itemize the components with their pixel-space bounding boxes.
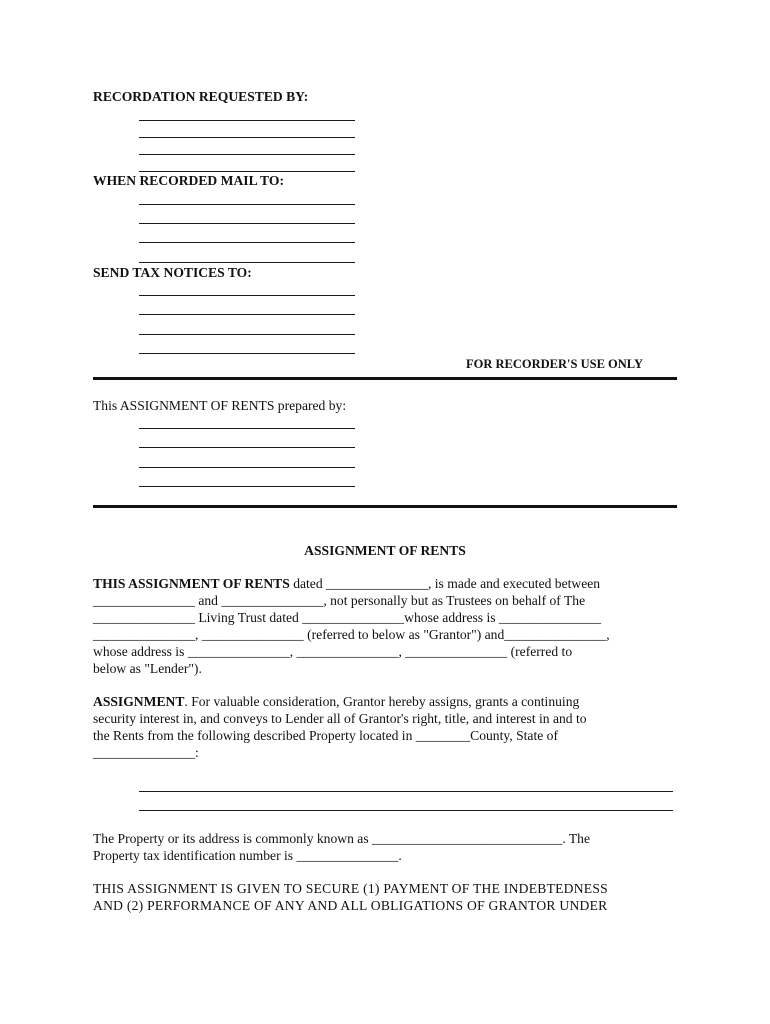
property-paragraph — [93, 830, 683, 864]
tax-notices-line-3[interactable] — [139, 334, 355, 335]
assignment-text: security interest in, and conveys to Lender all of Grantor's right, title, and interest in and to — [93, 711, 587, 726]
mail-to-line-4[interactable] — [139, 262, 355, 263]
prepared-by-line-1[interactable] — [139, 428, 355, 429]
mail-to-line-3[interactable] — [139, 242, 355, 243]
property-line: Property tax identification number is _______________. — [93, 848, 402, 863]
intro-line — [93, 626, 683, 643]
document-title: ASSIGNMENT OF RENTS — [304, 543, 466, 558]
recordation-line-2[interactable] — [139, 137, 355, 138]
intro-line — [93, 592, 683, 609]
tax-notices-line-2[interactable] — [139, 314, 355, 315]
property-description-line-1[interactable] — [139, 791, 673, 792]
send-tax-notices-to-heading: SEND TAX NOTICES TO: — [93, 265, 252, 280]
property-description-line-2[interactable] — [139, 810, 673, 811]
assignment-text: _______________: — [93, 745, 199, 760]
intro-line — [93, 643, 683, 660]
intro-text: _______________ Living Trust dated _______________whose address is _______________ — [93, 610, 601, 625]
assignment-text: . For valuable consideration, Grantor hereby assigns, grants a continuing — [184, 694, 580, 709]
tax-notices-line-1[interactable] — [139, 295, 355, 296]
secure-line: AND (2) PERFORMANCE OF ANY AND ALL OBLIGATIONS OF GRANTOR UNDER — [93, 898, 608, 913]
tax-notices-line-4[interactable] — [139, 353, 355, 354]
intro-text: _______________ and _______________, not personally but as Trustees on behalf of The — [93, 593, 586, 608]
prepared-by-line-3[interactable] — [139, 467, 355, 468]
mail-to-line-1[interactable] — [139, 204, 355, 205]
recordation-line-1[interactable] — [139, 120, 355, 121]
assignment-bold-lead: ASSIGNMENT — [93, 694, 185, 709]
intro-bold-lead: THIS ASSIGNMENT OF RENTS — [93, 576, 290, 591]
prepared-by-line-4[interactable] — [139, 486, 355, 487]
intro-text: dated _______________, is made and executed between — [289, 576, 601, 591]
intro-line — [93, 609, 683, 626]
assignment-paragraph — [93, 693, 683, 761]
assignment-line — [93, 693, 683, 710]
prepared-by-label: This ASSIGNMENT OF RENTS prepared by: — [93, 398, 347, 413]
secure-line: THIS ASSIGNMENT IS GIVEN TO SECURE (1) PAYMENT OF THE INDEBTEDNESS — [93, 881, 608, 896]
recorders-use-only-label: FOR RECORDER'S USE ONLY — [466, 357, 644, 371]
intro-text: whose address is _______________, _______________, _______________ (referred to — [93, 644, 573, 659]
recorder-divider — [93, 377, 677, 380]
recordation-requested-by-heading: RECORDATION REQUESTED BY: — [93, 89, 309, 104]
when-recorded-mail-to-heading: WHEN RECORDED MAIL TO: — [93, 173, 284, 188]
intro-paragraph — [93, 575, 683, 677]
intro-text: _______________, _______________ (referred to below as "Grantor") and_______________, — [93, 627, 610, 642]
recordation-line-3[interactable] — [139, 154, 355, 155]
prepared-by-divider — [93, 505, 677, 508]
recordation-line-4[interactable] — [139, 171, 355, 172]
mail-to-line-2[interactable] — [139, 223, 355, 224]
intro-line — [93, 575, 683, 592]
assignment-line — [93, 727, 683, 744]
intro-line — [93, 660, 683, 677]
assignment-line — [93, 710, 683, 727]
property-line: The Property or its address is commonly known as ____________________________. The — [93, 831, 591, 846]
assignment-line — [93, 744, 683, 761]
intro-text: below as "Lender"). — [93, 661, 202, 676]
secure-paragraph — [93, 880, 693, 914]
assignment-text: the Rents from the following described Property located in ________County, State of — [93, 728, 558, 743]
prepared-by-line-2[interactable] — [139, 447, 355, 448]
